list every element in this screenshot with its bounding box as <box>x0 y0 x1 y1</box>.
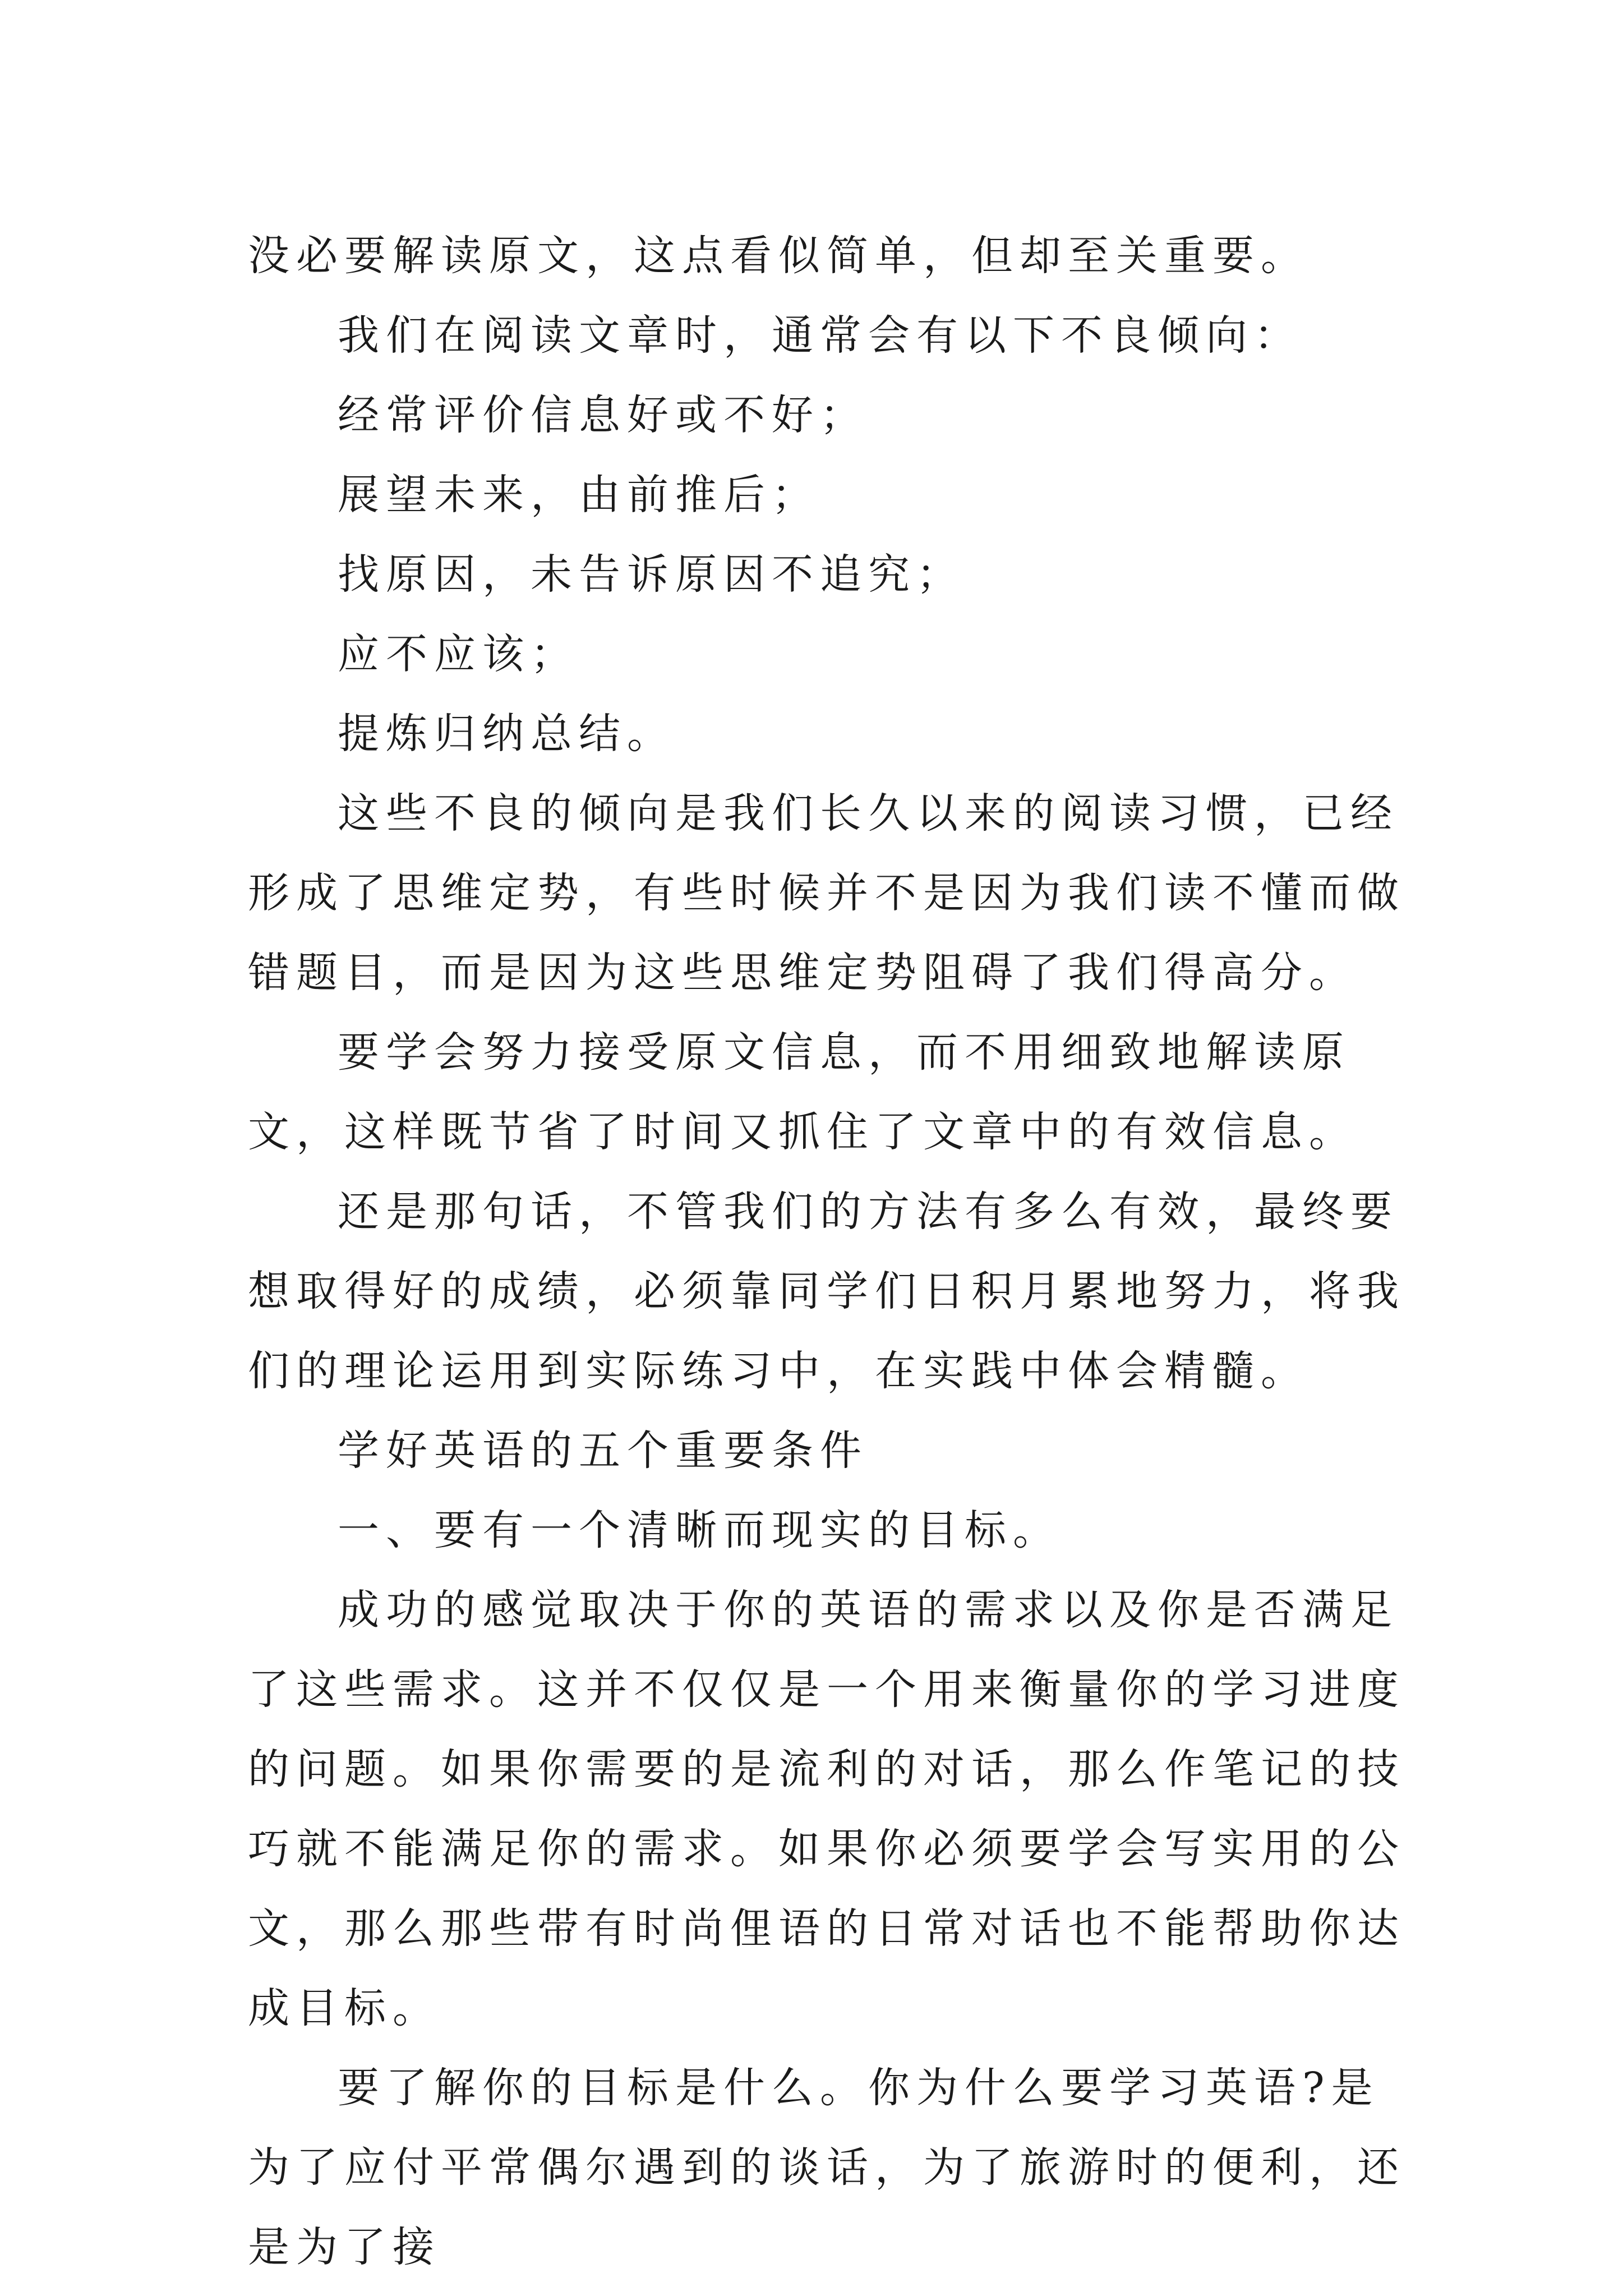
paragraph-habits: 这些不良的倾向是我们长久以来的阅读习惯，已经形成了思维定势，有些时候并不是因为我们读不懂而做错题目，而是因为这些思维定势阻碍了我们得高分。 <box>248 789 1405 997</box>
list-item-summarize: 提炼归纳总结。 <box>338 710 675 758</box>
section-heading: 学好英语的五个重要条件 <box>338 1427 868 1475</box>
list-item-should: 应不应该； <box>338 630 579 678</box>
list-item-cause: 找原因，未告诉原因不追究； <box>338 550 965 599</box>
list-item-evaluate: 经常评价信息好或不好； <box>338 391 868 439</box>
paragraph-needs: 成功的感觉取决于你的英语的需求以及你是否满足了这些需求。这并不仅仅是一个用来衡量你的学习进度的问题。如果你需要的是流利的对话，那么作笔记的技巧就不能满足你的需求。如果你必须要学会写实用的公文，那么那些带有时尚俚语的日常对话也不能帮助你达成目标。 <box>248 1586 1405 2032</box>
paragraph-know-goal: 要了解你的目标是什么。你为什么要学习英语?是为了应付平常偶尔遇到的谈话，为了旅游时的便利，还是为了接 <box>248 2064 1405 2271</box>
paragraph-accept-info: 要学会努力接受原文信息，而不用细致地解读原文，这样既节省了时间又抓住了文章中的有效信息。 <box>248 1028 1357 1156</box>
document-body <box>248 216 1414 2287</box>
subheading-goal: 一、要有一个清晰而现实的目标。 <box>338 1506 1061 1554</box>
paragraph-practice: 还是那句话，不管我们的方法有多么有效，最终要想取得好的成绩，必须靠同学们日积月累地努力，将我们的理论运用到实际练习中，在实践中体会精髓。 <box>248 1188 1405 1395</box>
paragraph-continuation: 没必要解读原文，这点看似简单，但却至关重要。 <box>248 232 1309 280</box>
list-item-predict: 展望未来，由前推后； <box>338 471 820 519</box>
paragraph-intro-tendencies: 我们在阅读文章时，通常会有以下不良倾向： <box>338 311 1302 360</box>
